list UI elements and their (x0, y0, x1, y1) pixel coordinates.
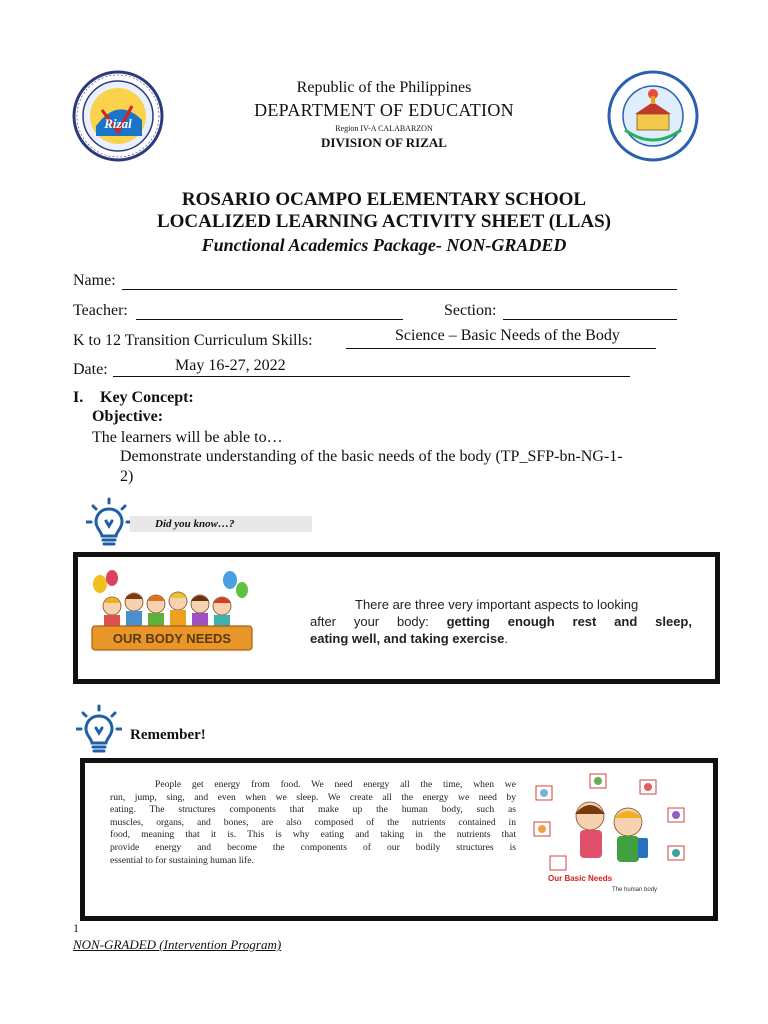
date-input-line[interactable] (113, 376, 630, 377)
did-you-know-line-1: There are three very important aspects to looking (355, 597, 639, 612)
paragraph-line: food, meaning that it is. This is why eating and taking in the nutrients that (110, 829, 516, 841)
region-line: Region IV-A CALABARZON (335, 124, 433, 133)
paragraph-line: People get energy from food. We need energy all the time, when we (155, 779, 516, 790)
remember-label: Remember! (130, 727, 206, 743)
section-input-line[interactable] (503, 319, 677, 320)
did-you-know-line-2 (310, 614, 692, 629)
svg-text:OUR BODY NEEDS: OUR BODY NEEDS (112, 631, 232, 646)
our-basic-needs-image (528, 770, 700, 896)
did-you-know-line-2-bold: getting enough rest and sleep, (446, 614, 692, 629)
our-body-needs-image (90, 568, 255, 664)
date-value: May 16-27, 2022 (175, 357, 286, 374)
footer-program: NON-GRADED (Intervention Program) (73, 937, 282, 952)
department-line: DEPARTMENT OF EDUCATION (254, 100, 514, 120)
did-you-know-line-2-lead: after your body: (310, 614, 447, 629)
paragraph-line: eating. The structures components that make up the human body, such as (110, 804, 516, 816)
lightbulb-icon (86, 497, 132, 549)
svg-text:The human body: The human body (612, 887, 658, 893)
paragraph-line: run, jump, sing, and even when we sleep. We create all the energy we need by (110, 791, 516, 803)
paragraph-line: essential to for sustaining human life. (110, 854, 254, 866)
did-you-know-line-3 (310, 631, 508, 646)
name-input-line[interactable] (122, 289, 677, 290)
sheet-title: LOCALIZED LEARNING ACTIVITY SHEET (LLAS) (156, 211, 611, 232)
skills-label: K to 12 Transition Curriculum Skills: (73, 332, 313, 349)
skills-input-line[interactable] (346, 348, 656, 349)
svg-text:Our Basic Needs: Our Basic Needs (548, 874, 613, 883)
page-number: 1 (73, 921, 79, 935)
date-label: Date: (73, 361, 108, 378)
key-concept-heading: Key Concept: (100, 389, 194, 406)
republic-line: Republic of the Philippines (296, 79, 472, 96)
remember-paragraph (110, 779, 516, 867)
did-you-know-label: Did you know…? (155, 518, 235, 530)
teacher-label: Teacher: (73, 302, 128, 319)
name-label: Name: (73, 272, 116, 289)
paragraph-line: muscles, organs, and bones, are also composed of the nutrients contained in (110, 816, 516, 828)
teacher-input-line[interactable] (136, 319, 403, 320)
did-you-know-line-3-bold: eating well, and taking exercise (310, 631, 505, 646)
lightbulb-icon (76, 704, 122, 756)
section-label: Section: (444, 302, 497, 319)
division-line: DIVISION OF RIZAL (321, 135, 447, 150)
objective-label: Objective: (92, 408, 164, 425)
did-you-know-line-3-end: . (504, 631, 508, 646)
objective-line-1: Demonstrate understanding of the basic needs of the body (TP_SFP-bn-NG-1- (120, 448, 623, 465)
school-title: ROSARIO OCAMPO ELEMENTARY SCHOOL (181, 189, 587, 210)
objective-intro: The learners will be able to… (92, 429, 283, 446)
skills-value: Science – Basic Needs of the Body (395, 327, 620, 344)
svg-text:Rizal: Rizal (104, 116, 132, 131)
section-number: I. (73, 389, 84, 406)
objective-line-2: 2) (120, 468, 134, 485)
paragraph-line: provide energy and become the components of our bodily structures is (110, 841, 516, 853)
package-title: Functional Academics Package- NON-GRADED (201, 235, 567, 255)
